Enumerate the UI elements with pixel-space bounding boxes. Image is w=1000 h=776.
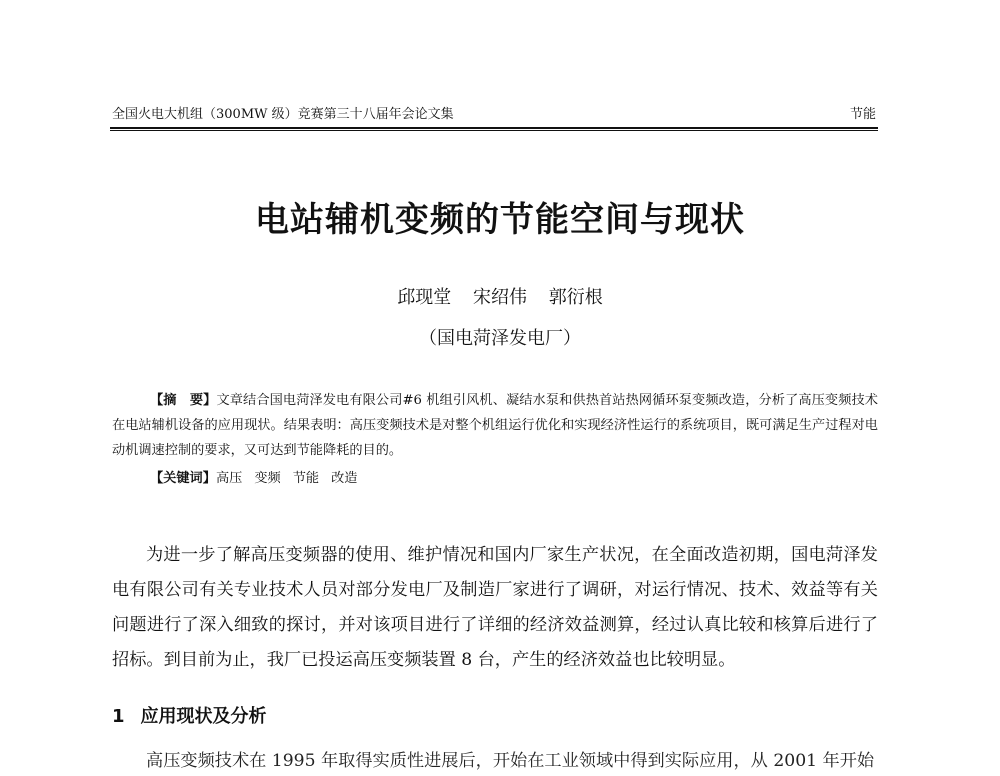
- keyword: 改造: [331, 471, 358, 486]
- author-name: 郭衍根: [548, 287, 603, 308]
- keywords-label: 【关键词】: [150, 471, 216, 486]
- keyword: 变频: [254, 471, 281, 486]
- section-number: 1: [112, 706, 125, 727]
- section-title: 应用现状及分析: [140, 706, 267, 727]
- intro-paragraph: 为进一步了解高压变频器的使用、维护情况和国内厂家生产状况，在全面改造初期，国电菏泽发电有限公司有关专业技术人员对部分发电厂及制造厂家进行了调研，对运行情况、技术、效益等有关问题进行了深入细致的探讨，并对该项目进行了详细的经济效益测算，经过认真比较和核算后进行了招标。到目前为止，我厂已投运高压变频装置 8 台，产生的经济效益也比较明显。: [112, 545, 878, 670]
- author-name: 邱现堂: [397, 287, 452, 308]
- paper-title: 电站辅机变频的节能空间与现状: [255, 200, 745, 240]
- abstract-text: 文章结合国电菏泽发电有限公司#6 机组引风机、凝结水泵和供热首站热网循环泵变频改造，分析了高压变频技术在电站辅机设备的应用现状。结果表明：高压变频技术是对整个机组运行优化和实现经济性运行的系统项目，既可满足生产过程对电动机调速控制的要求，又可达到节能降耗的目的。: [112, 393, 878, 458]
- author-list: [0, 283, 1000, 309]
- keywords: [150, 466, 369, 491]
- abstract-label: 【摘 要】: [150, 393, 217, 408]
- section-name: 节能: [849, 107, 876, 122]
- header-rule: [110, 127, 878, 131]
- abstract: [112, 388, 878, 463]
- section-heading: [112, 702, 267, 728]
- journal-name: 全国火电大机组（300MW 级）竞赛第三十八届年会论文集: [112, 107, 454, 122]
- author-name: 宋绍伟: [473, 287, 527, 308]
- keyword: 高压: [215, 471, 243, 486]
- author-affiliation: （国电菏泽发电厂）: [419, 328, 581, 349]
- running-header: [110, 104, 878, 126]
- section-first-line: 高压变频技术在 1995 年取得实质性进展后，开始在工业领域中得到实际应用，从 2001 年开始: [146, 751, 875, 771]
- keyword: 节能: [292, 471, 320, 486]
